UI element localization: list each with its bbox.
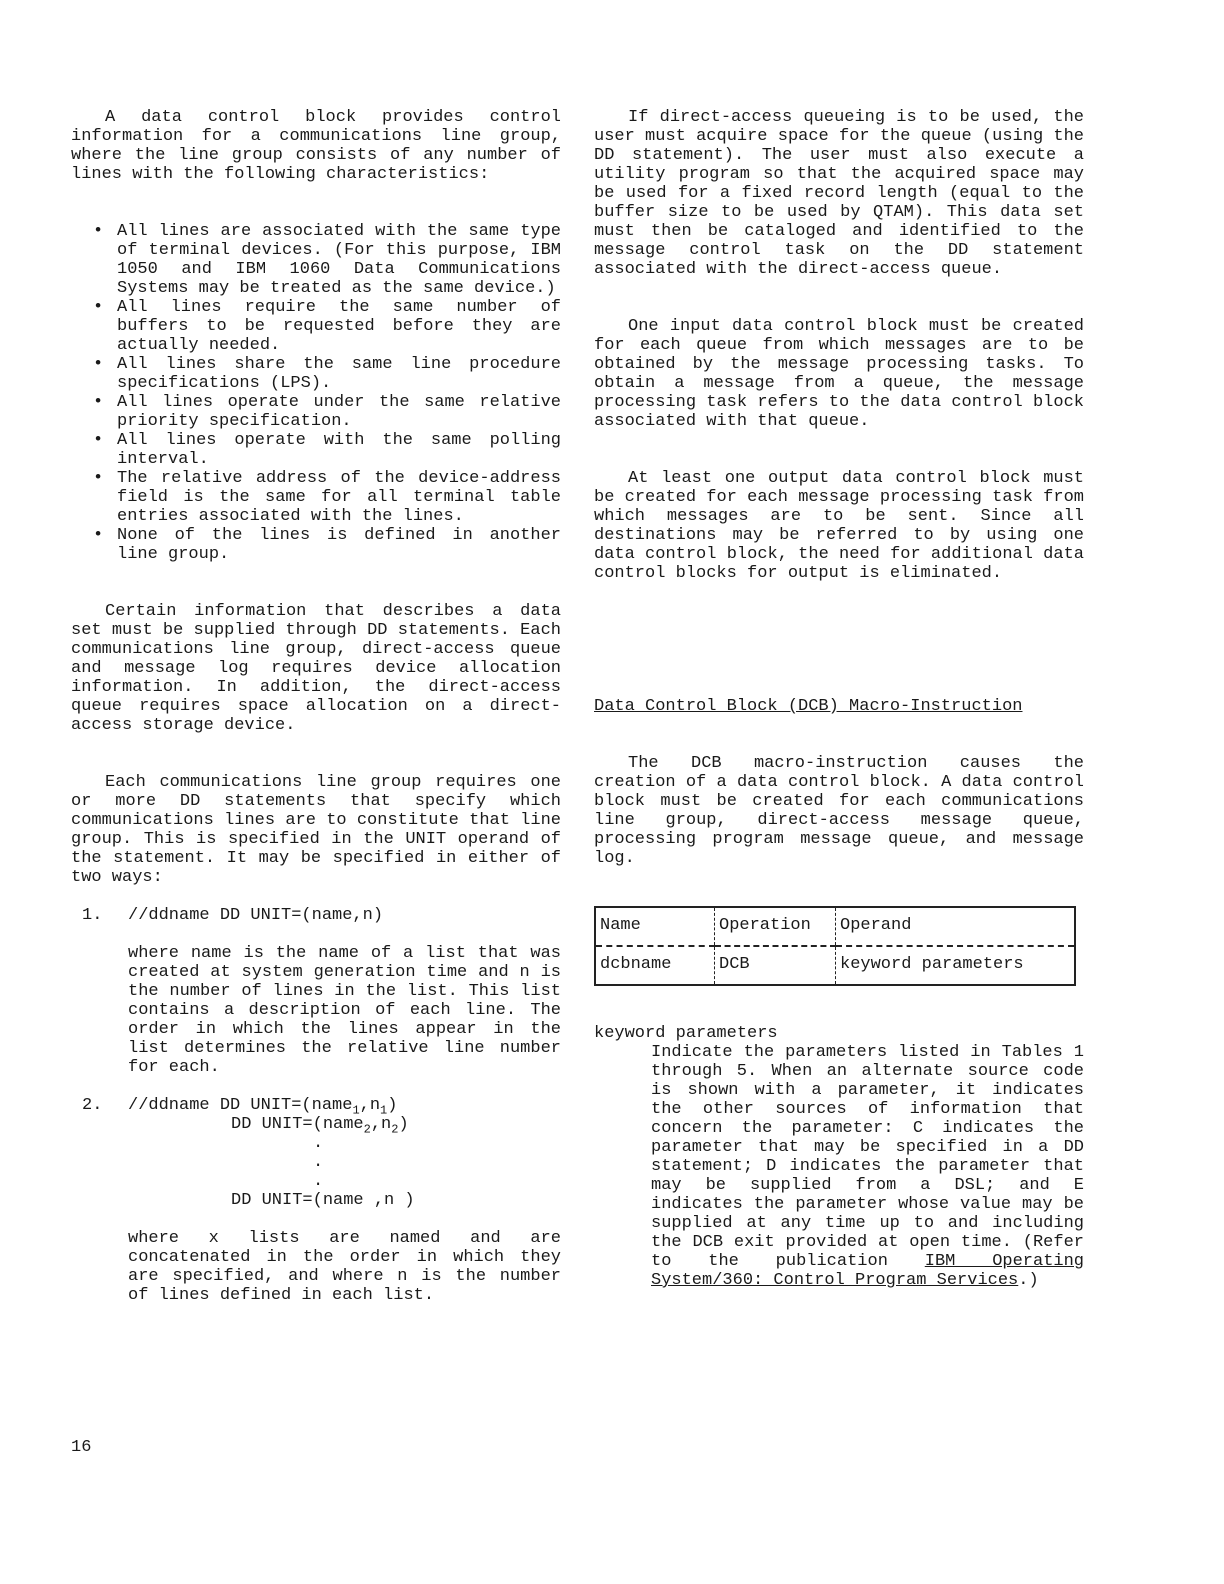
direct-access-paragraph: If direct-access queueing is to be used, the user must acquire space for the queue (using the DD statement). The user must also execute a utility program so that the acquired space may be used for a fixed record length (equal to the buffer size to be used by QTAM). This data set must then be cataloged and identified to the message control task on the DD statement associated with the direct-access queue. [594,108,1084,279]
table-row [595,946,1075,985]
publication-reference: IBM Operating System/360: Control Program Services [651,1252,1085,1290]
list-item: • The relative address of the device-address field is the same for all terminal table entries associated with the lines. [71,469,561,526]
left-column [71,108,561,1305]
dd-code-line: //ddname DD UNIT=(name,n) [128,906,384,925]
dcb-description-paragraph: The DCB macro-instruction causes the creation of a data control block. A data control block must be created for each communications line group, direct-access message queue, processing program message queue, and message log. [594,754,1084,868]
method-1-description: where name is the name of a list that was created at system generation time and n is the number of lines in the list. This list contains a description of each line. The order in which the lines appear in the list determines the relative line number for each. [128,944,561,1077]
dd-statements-paragraph: Certain information that describes a data set must be supplied through DD statements. Each communications line group, direct-access queue and message log requires device allocation information. In addition, the direct-access queue requires space allocation on a direct-access storage device. [71,602,561,735]
continuation-dots: . . . [313,1134,324,1191]
page-number: 16 [71,1438,92,1457]
table-header-cell: Operand [836,907,1076,946]
keyword-parameters-term: keyword parameters [594,1024,778,1043]
intro-paragraph: A data control block provides control information for a communications line group, where the line group consists of any number of lines with the following characteristics: [71,108,561,184]
macro-format-table [594,906,1076,986]
table-cell: dcbname [595,946,715,985]
input-dcb-paragraph: One input data control block must be created for each queue from which messages are to be obtained by the message processing tasks. To obtain a message from a queue, the message processing task refers to the data control block associated with that queue. [594,317,1084,431]
item-number: 1. [82,906,103,925]
dd-code-line-2: DD $UNIT=(name_2,n_2)$ [231,1115,409,1137]
line-characteristics-list [71,222,561,564]
keyword-parameters-definition: Indicate the parameters listed in Tables 1 through 5. When an alternate source code is shown with a parameter, it indicates the other sources of information that concern the parameter: C indicates the parameter that may be specified in a DD statement; D indicates the parameter that may be supplied from a DSL; and E indicates the parameter whose value may be supplied at any time up to and including the DCB exit provided at open time. (Refer to the publication IBM Operating System/360: Control Program Services.) [651,1043,1085,1290]
table-cell: DCB [715,946,836,985]
method-2-description: where x lists are named and are concatenated in the order in which they are specified, and where n is the number of lines defined in each list. [128,1229,561,1305]
list-item: • None of the lines is defined in another line group. [71,526,561,564]
list-item: • All lines operate under the same relative priority specification. [71,393,561,431]
unit-method-1 [71,906,561,1077]
dd-code-line-x: DD UNIT=(name ,n ) [231,1191,415,1210]
unit-method-2 [71,1096,561,1305]
line-group-paragraph: Each communications line group requires one or more DD statements that specify which communications lines are to constitute that line group. This is specified in the UNIT operand of the statement. It may be specified in either of two ways: [71,773,561,887]
right-column [594,108,1084,1290]
list-item: • All lines share the same line procedure specifications (LPS). [71,355,561,393]
table-header-cell: Name [595,907,715,946]
table-cell: keyword parameters [836,946,1076,985]
table-header-cell: Operation [715,907,836,946]
list-item: • All lines operate with the same polling interval. [71,431,561,469]
table-header-row [595,907,1075,946]
list-item: • All lines require the same number of buffers to be requested before they are actually needed. [71,298,561,355]
list-item: • All lines are associated with the same type of terminal devices. (For this purpose, IBM 1050 and IBM 1060 Data Communications Systems may be treated as the same device.) [71,222,561,298]
dd-code-line-1: //ddname DD $UNIT=(name_1,n_1)$ [128,1096,398,1118]
item-number: 2. [82,1096,103,1115]
section-heading: Data Control Block (DCB) Macro-Instruction [594,697,1023,716]
output-dcb-paragraph: At least one output data control block must be created for each message processing task from which messages are to be sent. Since all destinations may be referred to by using one data control block, the need for additional data control blocks for output is eliminated. [594,469,1084,583]
